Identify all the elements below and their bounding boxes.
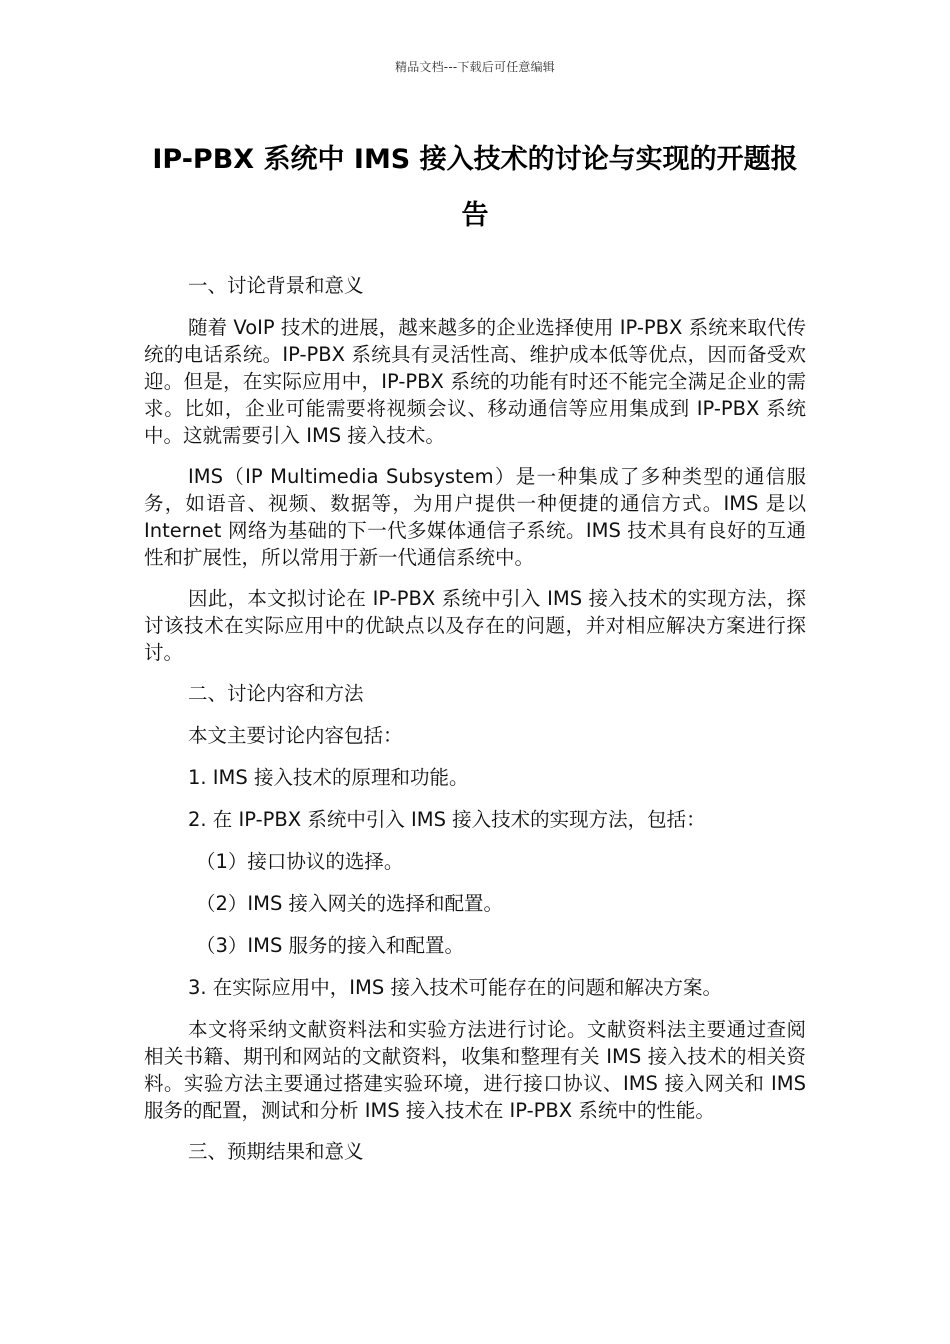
sub-item-2: （2）IMS 接入网关的选择和配置。 bbox=[196, 892, 504, 915]
list-item-3: 3. 在实际应用中，IMS 接入技术可能存在的问题和解决方案。 bbox=[188, 976, 722, 999]
paragraph-method: 本文将采纳文献资料法和实验方法进行讨论。文献资料法主要通过查阅相关书籍、期刊和网站的文献资料，收集和整理有关 IMS 接入技术的相关资料。实验方法主要通过搭建实验环境，进行接口协议、IMS 接入网关和 IMS 服务的配置，测试和分析 IMS 接入技术在 IP-PBX 系统中的性能。 bbox=[144, 1018, 806, 1122]
paragraph-ims: IMS（IP Multimedia Subsystem）是一种集成了多种类型的通信服务，如语音、视频、数据等，为用户提供一种便捷的通信方式。IMS 是以 Internet 网络为基础的下一代多媒体通信子系统。IMS 技术具有良好的互通性和扩展性，所以常用于新一代通信系统中。 bbox=[144, 465, 806, 569]
page-title: IP-PBX 系统中 IMS 接入技术的讨论与实现的开题报告 bbox=[152, 144, 798, 231]
content-intro: 本文主要讨论内容包括： bbox=[188, 724, 403, 747]
sub-item-3: （3）IMS 服务的接入和配置。 bbox=[196, 934, 465, 957]
sub-item-1: （1）接口协议的选择。 bbox=[196, 850, 404, 873]
header-note: 精品文档---下载后可任意编辑 bbox=[395, 60, 555, 74]
paragraph-voip: 随着 VoIP 技术的进展，越来越多的企业选择使用 IP-PBX 系统来取代传统的电话系统。IP-PBX 系统具有灵活性高、维护成本低等优点，因而备受欢迎。但是，在实际应用中，IP-PBX 系统的功能有时还不能完全满足企业的需求。比如，企业可能需要将视频会议、移动通信等应用集成到 IP-PBX 系统中。这就需要引入 IMS 接入技术。 bbox=[144, 316, 806, 447]
section-heading-background: 一、讨论背景和意义 bbox=[188, 274, 364, 297]
list-item-2: 2. 在 IP-PBX 系统中引入 IMS 接入技术的实现方法，包括： bbox=[188, 808, 706, 831]
paragraph-purpose: 因此，本文拟讨论在 IP-PBX 系统中引入 IMS 接入技术的实现方法，探讨该技术在实际应用中的优缺点以及存在的问题，并对相应解决方案进行探讨。 bbox=[144, 587, 806, 664]
document-body bbox=[144, 272, 806, 1180]
section-heading-expected-results: 三、预期结果和意义 bbox=[188, 1140, 364, 1163]
section-heading-content-method: 二、讨论内容和方法 bbox=[188, 682, 364, 705]
list-item-1: 1. IMS 接入技术的原理和功能。 bbox=[188, 766, 469, 789]
